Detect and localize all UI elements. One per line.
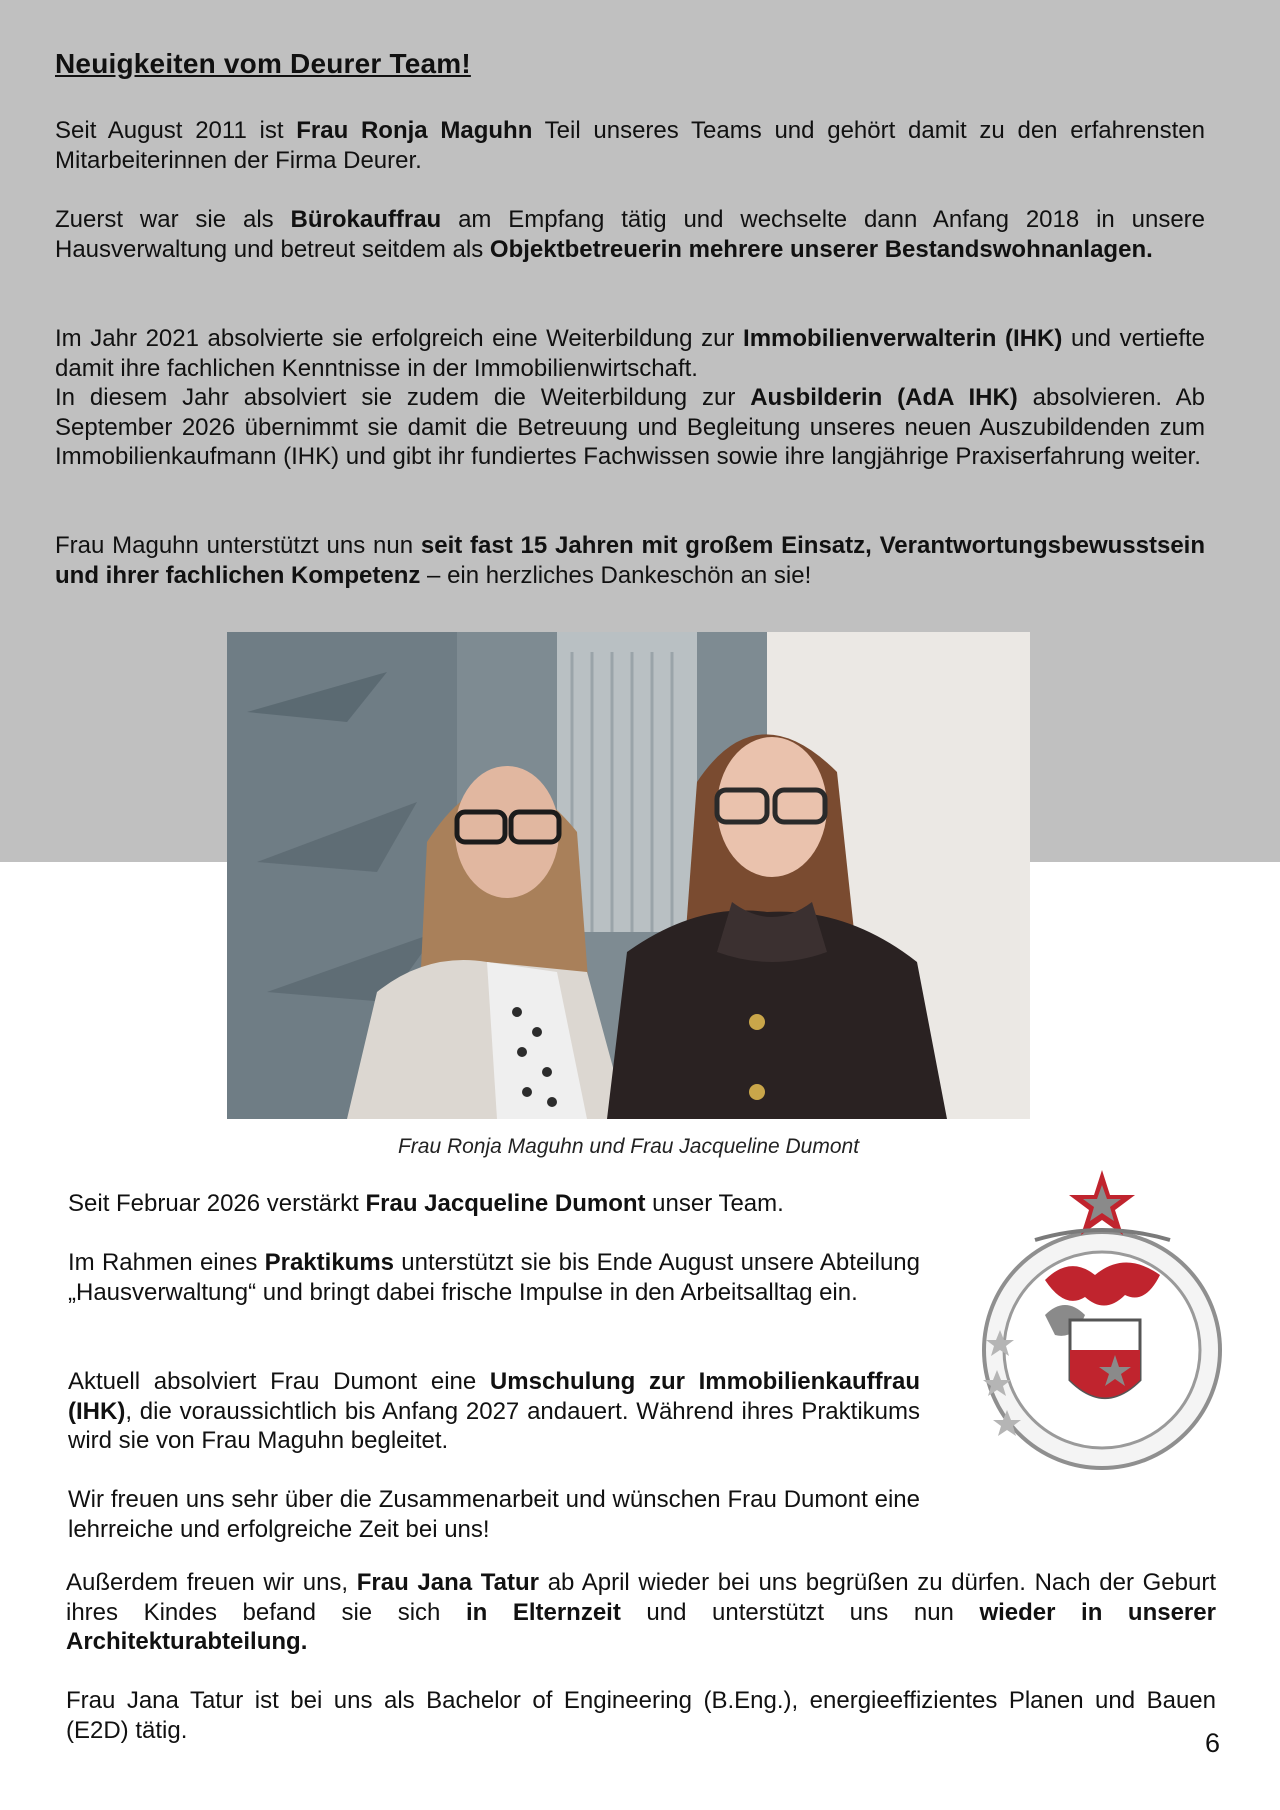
intro-paragraph-3a: Im Jahr 2021 absolvierte sie erfolgreich eine Weiterbildung zur Immobilienverwalterin (IHK) und vertiefte damit ihre fachlichen Kenntnisse in der Immobilienwirtschaft. <box>55 325 1206 382</box>
tatur-paragraph-2: Frau Jana Tatur ist bei uns als Bachelor of Engineering (B.Eng.), energieeffizientes Planen und Bauen (E2D) tätig. <box>66 1687 1216 1744</box>
dumont-paragraph-2: Im Rahmen eines Praktikums unterstützt sie bis Ende August unsere Abteilung „Hausverwaltung“ und bringt dabei frische Impulse in den Arbeitsalltag ein. <box>68 1249 920 1306</box>
dumont-paragraph-3: Aktuell absolviert Frau Dumont eine Umschulung zur Immobilienkauffrau (IHK), die voraussichtlich bis Anfang 2027 andauert. Während ihres Praktikums wird sie von Frau Maguhn begleitet. <box>68 1368 920 1454</box>
page-number: 6 <box>1205 1728 1221 1758</box>
company-crest-logo <box>975 1165 1230 1475</box>
team-photo <box>227 632 1030 1119</box>
intro-paragraph-2: Zuerst war sie als Bürokauffrau am Empfang tätig und wechselte dann Anfang 2018 in unsere Hausverwaltung und betreut seitdem als Objektbetreuerin mehrere unserer Bestandswohnanlagen. <box>55 206 1206 263</box>
coat-of-arms-icon <box>975 1165 1230 1475</box>
team-photo-illustration <box>227 632 1030 1119</box>
intro-paragraph-3b: In diesem Jahr absolviert sie zudem die Weiterbildung zur Ausbilderin (AdA IHK) absolvieren. Ab September 2026 übernimmt sie damit die Betreuung und Begleitung unseres neuen Auszubildenden zum Immobilienkaufmann (IHK) und gibt ihr fundiertes Fachwissen sowie ihre langjährige Praxiserfahrung weiter. <box>55 384 1206 470</box>
intro-paragraph-1: Seit August 2011 ist Frau Ronja Maguhn Teil unseres Teams und gehört damit zu den erfahrensten Mitarbeiterinnen der Firma Deurer. <box>55 117 1205 174</box>
page-heading: Neuigkeiten vom Deurer Team! <box>55 48 471 79</box>
photo-caption: Frau Ronja Maguhn und Frau Jacqueline Dumont <box>397 1135 860 1158</box>
tatur-paragraph-1: Außerdem freuen wir uns, Frau Jana Tatur ab April wieder bei uns begrüßen zu dürfen. Nach der Geburt ihres Kindes befand sie sich in Elternzeit und unterstützt uns nun wieder in unserer Architekturabteilung. <box>66 1569 1217 1655</box>
intro-paragraph-4: Frau Maguhn unterstützt uns nun seit fast 15 Jahren mit großem Einsatz, Verantwortungsbewusstsein und ihrer fachlichen Kompetenz – ein herzliches Dankeschön an sie! <box>55 532 1206 589</box>
dumont-paragraph-4: Wir freuen uns sehr über die Zusammenarbeit und wünschen Frau Dumont eine lehrreiche und erfolgreiche Zeit bei uns! <box>68 1486 920 1543</box>
dumont-paragraph-1: Seit Februar 2026 verstärkt Frau Jacqueline Dumont unser Team. <box>68 1190 784 1217</box>
